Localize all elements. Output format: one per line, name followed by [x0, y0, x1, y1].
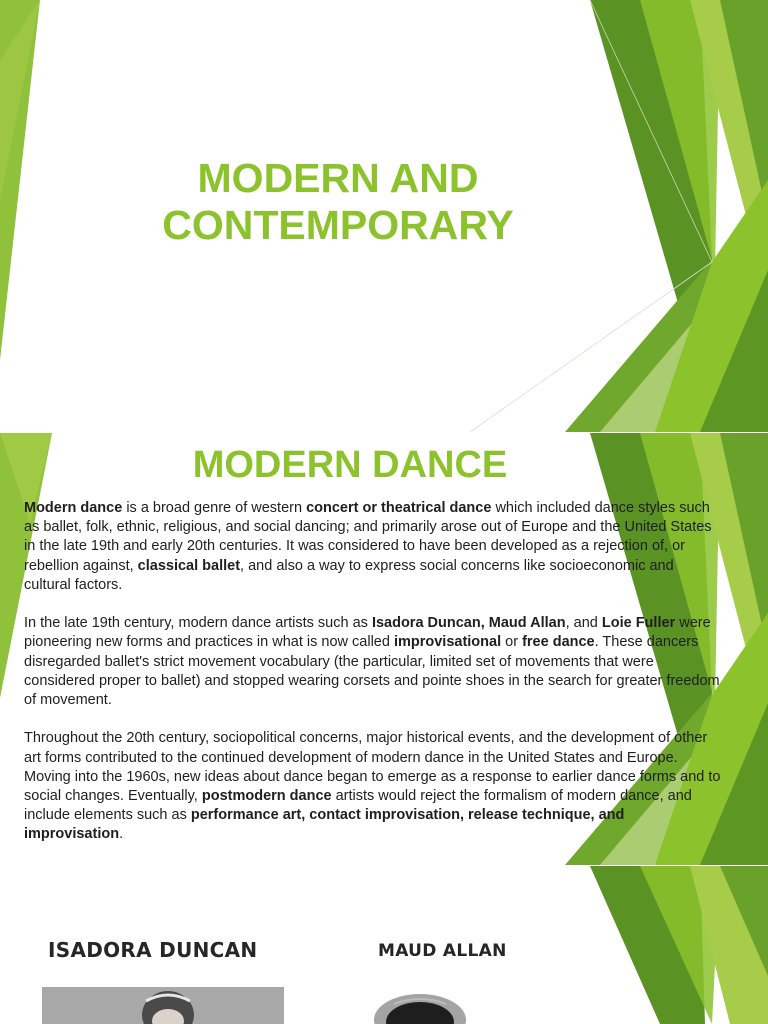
title-slide: [0, 0, 768, 432]
dancer-name-isadora-duncan: ISADORA DUNCAN: [48, 938, 258, 962]
title-line-1: MODERN AND: [197, 155, 479, 201]
paragraph-3: Throughout the 20th century, sociopolitical concerns, major historical events, and the development of other art forms contributed to the continued development of modern dance in the United States and Europe. Moving into the 1960s, new ideas about dance began to emerge as a response to earlier dance forms and to social changes. Eventually, postmodern dance artists would reject the formalism of modern dance, and include elements such as performance art, contact improvisation, release technique, and improvisation.: [24, 730, 721, 843]
slide-body-text: [24, 499, 724, 864]
maud-allan-photo: [370, 990, 468, 1024]
slide-heading: MODERN DANCE: [192, 444, 508, 486]
portrait-image: [42, 987, 284, 1024]
isadora-duncan-photo: [42, 987, 284, 1024]
title-line-2: CONTEMPORARY: [162, 202, 514, 248]
paragraph-2: In the late 19th century, modern dance artists such as Isadora Duncan, Maud Allan, and Loie Fuller were pioneering new forms and practices in what is now called improvisational or free dance. These dancers disregarded ballet's strict movement vocabulary (the particular, limited set of movements that were considered proper to ballet) and stopped wearing corsets and pointe shoes in the search for greater freedom of movement.: [24, 615, 720, 709]
presentation-title: [118, 155, 558, 249]
paragraph-1: Modern dance is a broad genre of western concert or theatrical dance which included dance styles such as ballet, folk, ethnic, religious, and social dancing; and primarily arose out of Europe and the United States in the late 19th and early 20th centuries. It was considered to have been developed as a rejection of, or rebellion against, classical ballet, and also a way to express social concerns like socioeconomic and cultural factors.: [24, 500, 712, 593]
dancer-name-maud-allan: MAUD ALLAN: [378, 941, 507, 961]
portrait-image: [370, 990, 468, 1024]
